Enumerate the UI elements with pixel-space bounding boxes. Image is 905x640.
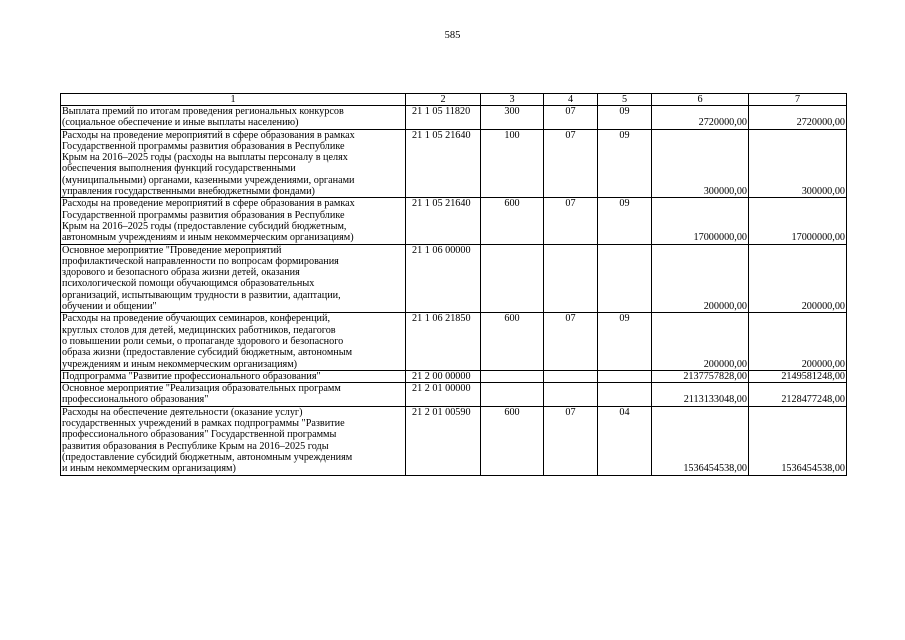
subsection-code: 04 <box>598 406 652 475</box>
budget-table <box>60 93 847 476</box>
amount-year-1: 17000000,00 <box>652 198 749 244</box>
table-row <box>61 406 847 475</box>
column-header: 6 <box>652 94 749 106</box>
target-code: 21 2 01 00000 <box>406 383 481 407</box>
amount-year-1: 200000,00 <box>652 244 749 313</box>
amount-year-1: 2720000,00 <box>652 106 749 130</box>
expense-type-code <box>481 370 544 382</box>
expense-name: Основное мероприятие "Проведение мероприятий профилактической направленности по вопросам формирования здорового и безопасного образа жизни детей, оказания психологической помощи обучающимся образовательных организаций, испытывающим трудности в развитии, адаптации, обучении и общении" <box>61 244 406 313</box>
expense-name: Выплата премий по итогам проведения региональных конкурсов (социальное обеспечение и иные выплаты населению) <box>61 106 406 130</box>
table-row <box>61 106 847 130</box>
column-header: 5 <box>598 94 652 106</box>
column-header: 2 <box>406 94 481 106</box>
table-row <box>61 244 847 313</box>
section-code: 07 <box>544 313 598 370</box>
subsection-code: 09 <box>598 313 652 370</box>
section-code: 07 <box>544 406 598 475</box>
subsection-code: 09 <box>598 129 652 198</box>
subsection-code <box>598 370 652 382</box>
amount-year-2: 2128477248,00 <box>749 383 847 407</box>
subsection-code <box>598 383 652 407</box>
target-code: 21 1 05 11820 <box>406 106 481 130</box>
section-code: 07 <box>544 198 598 244</box>
section-code: 07 <box>544 106 598 130</box>
expense-type-code <box>481 244 544 313</box>
target-code: 21 1 05 21640 <box>406 198 481 244</box>
expense-type-code: 600 <box>481 198 544 244</box>
table-header-row <box>61 94 847 106</box>
expense-name: Расходы на проведение мероприятий в сфере образования в рамках Государственной программы развития образования в Республике Крым на 2016–2025 годы (предоставление субсидий бюджетным, автономным учреждениям и иным некоммерческим организациям) <box>61 198 406 244</box>
column-header: 3 <box>481 94 544 106</box>
amount-year-2: 200000,00 <box>749 313 847 370</box>
expense-name: Расходы на проведение обучающих семинаров, конференций, круглых столов для детей, медицинских работников, педагогов о повышении роли семьи, о пропаганде здорового и безопасного образа жизни (предоставление субсидий бюджетным, автономным учреждениям и иным некоммерческим организациям) <box>61 313 406 370</box>
expense-type-code: 600 <box>481 313 544 370</box>
amount-year-2: 1536454538,00 <box>749 406 847 475</box>
subsection-code: 09 <box>598 198 652 244</box>
target-code: 21 2 01 00590 <box>406 406 481 475</box>
target-code: 21 1 06 00000 <box>406 244 481 313</box>
amount-year-2: 300000,00 <box>749 129 847 198</box>
amount-year-2: 2149581248,00 <box>749 370 847 382</box>
target-code: 21 2 00 00000 <box>406 370 481 382</box>
expense-type-code: 300 <box>481 106 544 130</box>
amount-year-1: 2113133048,00 <box>652 383 749 407</box>
amount-year-1: 200000,00 <box>652 313 749 370</box>
section-code <box>544 383 598 407</box>
subsection-code: 09 <box>598 106 652 130</box>
amount-year-1: 1536454538,00 <box>652 406 749 475</box>
amount-year-2: 2720000,00 <box>749 106 847 130</box>
subsection-code <box>598 244 652 313</box>
expense-name: Расходы на проведение мероприятий в сфере образования в рамках Государственной программы развития образования в Республике Крым на 2016–2025 годы (расходы на выплаты персоналу в целях обеспечения выполнения функций государственными (муниципальными) органами, казенными учреждениями, органами управления государственными внебюджетными фондами) <box>61 129 406 198</box>
table-row <box>61 198 847 244</box>
column-header: 7 <box>749 94 847 106</box>
page-number: 585 <box>444 30 461 41</box>
column-header: 1 <box>61 94 406 106</box>
amount-year-1: 2137757828,00 <box>652 370 749 382</box>
column-header: 4 <box>544 94 598 106</box>
amount-year-2: 200000,00 <box>749 244 847 313</box>
table-row <box>61 129 847 198</box>
section-code <box>544 244 598 313</box>
expense-type-code: 600 <box>481 406 544 475</box>
section-code: 07 <box>544 129 598 198</box>
section-code <box>544 370 598 382</box>
expense-name: Расходы на обеспечение деятельности (оказание услуг) государственных учреждений в рамках подпрограммы "Развитие профессионального образования" Государственной программы развития образования в Республике Крым на 2016–2025 годы (предоставление субсидий бюджетным, автономным учреждениям и иным некоммерческим организациям) <box>61 406 406 475</box>
table-row <box>61 370 847 382</box>
amount-year-1: 300000,00 <box>652 129 749 198</box>
amount-year-2: 17000000,00 <box>749 198 847 244</box>
expense-type-code <box>481 383 544 407</box>
table-row <box>61 313 847 370</box>
target-code: 21 1 05 21640 <box>406 129 481 198</box>
expense-name: Основное мероприятие "Реализация образовательных программ профессионального образования" <box>61 383 406 407</box>
expense-name: Подпрограмма "Развитие профессионального образования" <box>61 370 406 382</box>
expense-type-code: 100 <box>481 129 544 198</box>
table-row <box>61 383 847 407</box>
target-code: 21 1 06 21850 <box>406 313 481 370</box>
